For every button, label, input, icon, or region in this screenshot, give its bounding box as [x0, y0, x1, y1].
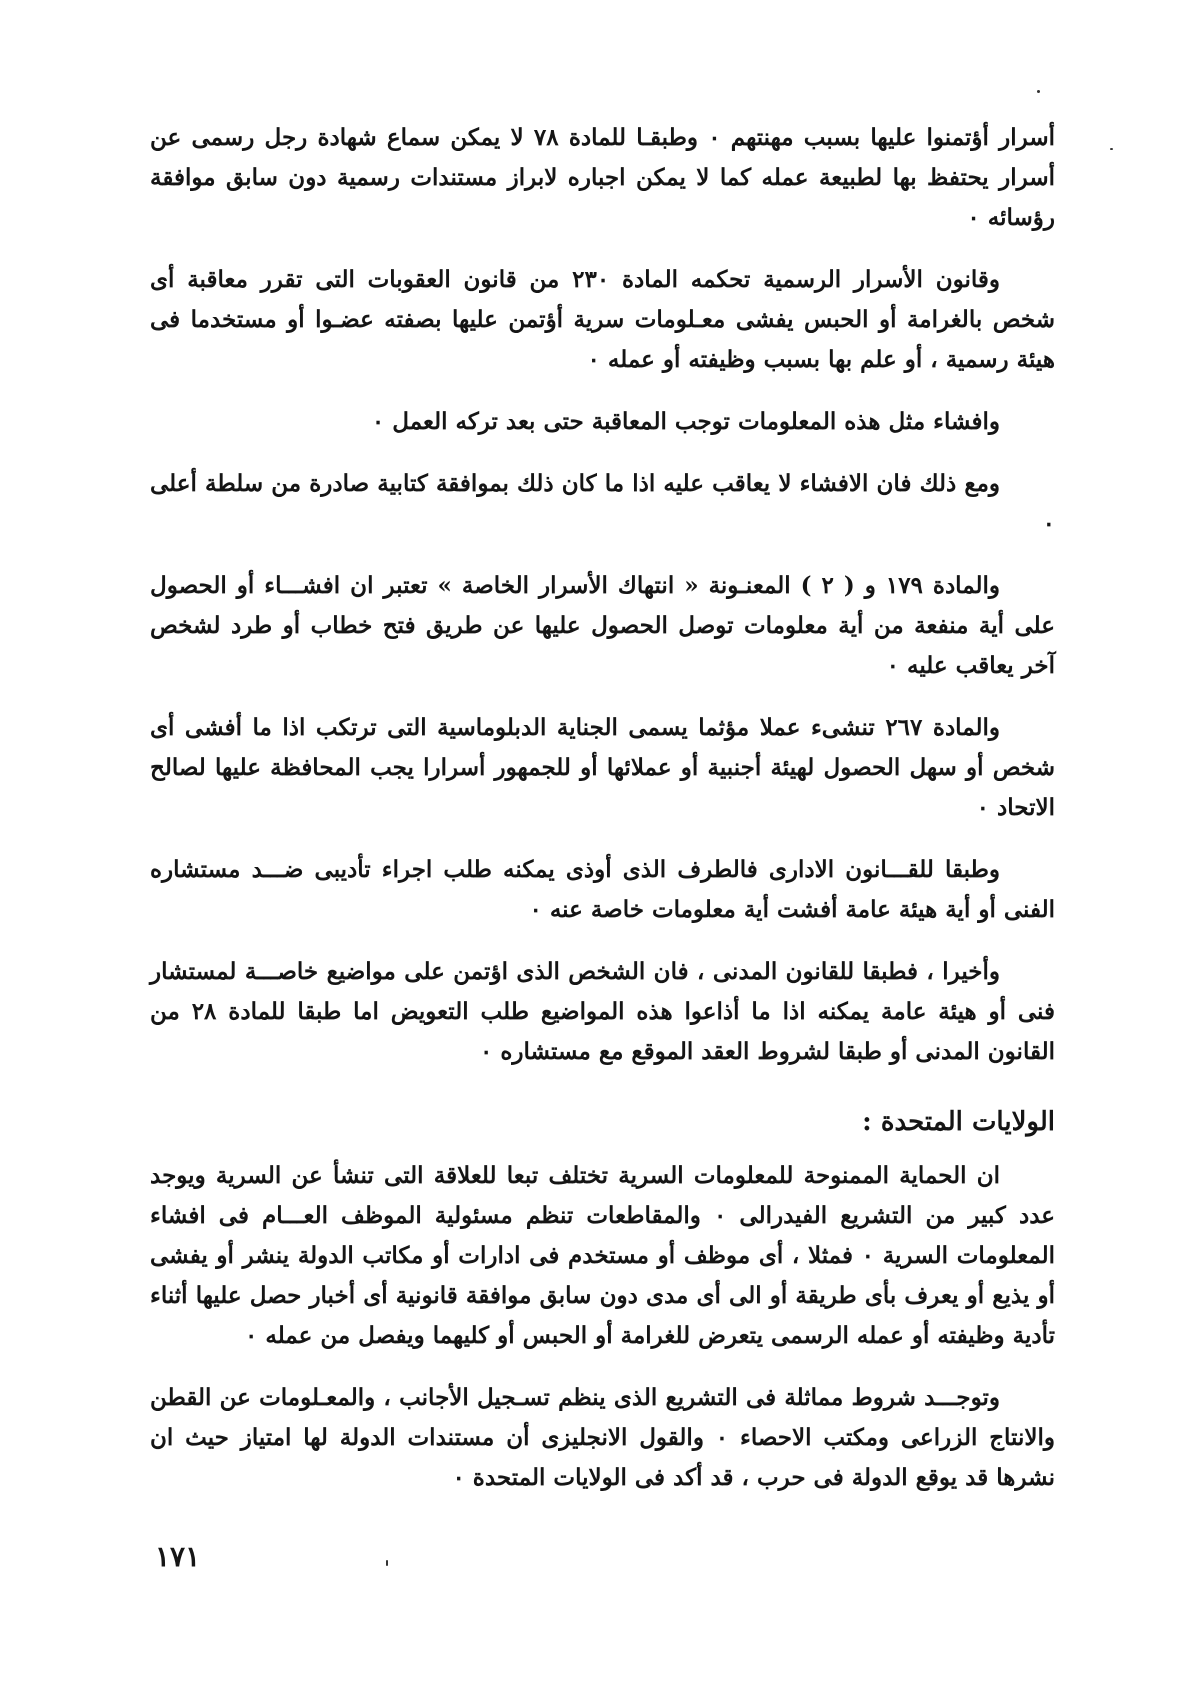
scan-speck — [1110, 148, 1113, 150]
paragraph: والمادة ٢٦٧ تنشىء عملا مؤثما يسمى الجناية الدبلوماسية التى ترتكب اذا ما أفشى أى شخص أو سهل الحصول لهيئة أجنبية أو عملائها أو للجمهور أسرارا يجب المحافظة عليها لصالح الاتحاد ٠ — [150, 714, 1055, 821]
paragraph: أسرار أؤتمنوا عليها بسبب مهنتهم ٠ وطبقـا للمادة ٧٨ لا يمكن سماع شهادة رجل رسمى عن أسرار يحتفظ بها لطبيعة عمله كما لا يمكن اجباره لابراز مستندات رسمية دون سابق موافقة رؤسائه ٠ — [150, 124, 1055, 231]
paragraph: وقانون الأسرار الرسمية تحكمه المادة ٢٣٠ من قانون العقوبات التى تقرر معاقبة أى شخص بالغرامة أو الحبس يفشى معـلومات سرية أؤتمن عليها بصفته عضـوا أو مستخدما فى هيئة رسمية ، أو علم بها بسبب وظيفته أو عمله ٠ — [150, 266, 1055, 373]
section-heading: الولايات المتحدة : — [862, 1107, 1055, 1137]
body-text — [150, 118, 1055, 1520]
paragraph: ان الحماية الممنوحة للمعلومات السرية تختلف تبعا للعلاقة التى تنشأ عن السرية ويوجد عدد كبير من التشريع الفيدرالى ٠ والمقاطعات تنظم مسئولية الموظف العـــام فى افشاء المعلومات السرية ٠ فمثلا ، أى موظف أو مستخدم فى ادارات أو مكاتب الدولة ينشر أو يفشى أو يذيع أو يعرف بأى طريقة أو الى أى مدى دون سابق موافقة قانونية أى أخبار حصل عليها أثناء تأدية وظيفته أو عمله الرسمى يتعرض للغرامة أو الحبس أو كليهما ويفصل من عمله ٠ — [150, 1162, 1055, 1349]
scan-speck — [386, 1560, 388, 1566]
paragraph: وطبقا للقـــانون الادارى فالطرف الذى أوذى يمكنه طلب اجراء تأديبى ضـــد مستشاره الفنى أو أية هيئة عامة أفشت أية معلومات خاصة عنه ٠ — [150, 856, 1055, 923]
paragraph: ومع ذلك فان الافشاء لا يعاقب عليه اذا ما كان ذلك بموافقة كتابية صادرة من سلطة أعلى ٠ — [150, 470, 1055, 537]
paragraph: وأخيرا ، فطبقا للقانون المدنى ، فان الشخص الذى اؤتمن على مواضيع خاصـــة لمستشار فنى أو هيئة عامة يمكنه اذا ما أذاعوا هذه المواضيع طلب التعويض اما طبقا للمادة ٢٨ من القانون المدنى أو طبقا لشروط العقد الموقع مع مستشاره ٠ — [150, 958, 1055, 1065]
paragraph: وتوجـــد شروط مماثلة فى التشريع الذى ينظم تسـجيل الأجانب ، والمعـلومات عن القطن والانتاج الزراعى ومكتب الاحصاء ٠ والقول الانجليزى أن مستندات الدولة لها امتياز حيث ان نشرها قد يوقع الدولة فى حرب ، قد أكد فى الولايات المتحدة ٠ — [150, 1384, 1056, 1491]
scan-speck — [1037, 90, 1040, 93]
paragraph: والمادة ١٧٩ و ( ٢ ) المعنـونة « انتهاك الأسرار الخاصة » تعتبر ان افشـــاء أو الحصول على أية منفعة من أية معلومات توصل الحصول عليها عن طريق فتح خطاب أو طرد لشخص آخر يعاقب عليه ٠ — [150, 572, 1055, 679]
page-number: ١٧١ — [155, 1540, 201, 1573]
paragraph: وافشاء مثل هذه المعلومات توجب المعاقبة حتى بعد تركه العمل ٠ — [371, 408, 1000, 435]
